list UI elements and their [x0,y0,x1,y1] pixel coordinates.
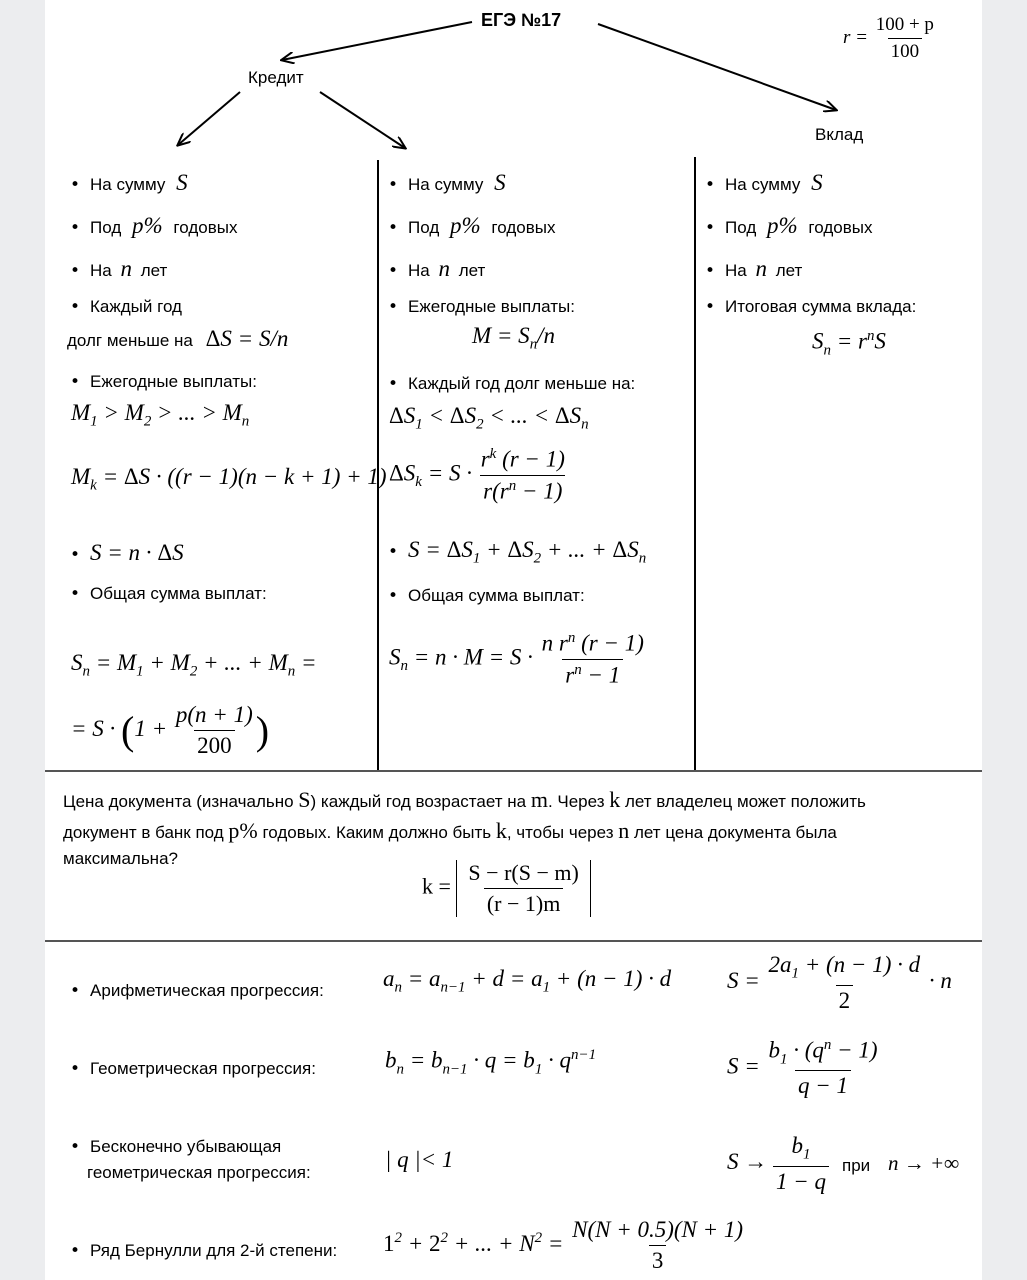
arith-sum-formula: S = $\frac{2a_1 + (n - 1) \cdot d}{2}$ · n [727,952,952,1013]
col2-payments: • Ежегодные выплаты: [388,297,575,317]
col2-debt: • Каждый год долг меньше на: [388,374,635,394]
arrow-to-col1 [178,92,240,145]
col1-total-formula-1: $S_n = M_1 + M_2$ + ... + $M_n$ = [71,650,317,680]
col1-payment-formula: $M_k = \Delta S \cdot ((r - 1)(n - k + 1) + 1)$ [71,464,387,494]
r-formula-numerator: 100 + p [875,14,934,35]
r-formula-left: r = [843,26,868,48]
bernoulli-label: • Ряд Бернулли для 2-й степени: [70,1241,337,1261]
section-divider-2 [45,940,982,942]
r-formula [843,14,937,63]
col1-years: • На n лет [70,256,167,282]
infinite-label-2: геометрическая прогрессия: [87,1163,311,1182]
infinite-label-1: • Бесконечно убывающая [70,1137,281,1157]
col3-sum: • На сумму S [705,170,823,196]
problem-answer-formula: k = $\frac{S - r(S - m)}{(r - 1)m}$ [422,860,591,917]
col3-final: • Итоговая сумма вклада: [705,297,916,317]
infinite-when-label: при [842,1156,871,1175]
col1-debt-line1: • Каждый год [70,297,182,317]
col2-total: • Общая сумма выплат: [388,586,585,606]
infinite-condition: | q |< 1 [385,1147,454,1172]
arith-formula: $a_n = a_{n-1} + d = a_1 + (n - 1) \cdot d$ [383,966,672,996]
infinite-sum-formula: S → $\frac{b_1}{1 - q}$ [727,1133,829,1195]
col2-sum: • На сумму S [388,170,506,196]
col2-years: • На n лет [388,256,485,282]
col3-final-formula: $S_n = r^nS$ [812,328,886,359]
page-title: ЕГЭ №17 [481,10,562,30]
problem-line-2: документ в банк под p% годовых. Каким должно быть k, чтобы через n лет цена документа была [63,818,837,843]
arrow-to-credit [282,22,472,60]
col3-rate: • Под p% годовых [705,213,872,239]
col1-sum-formula: • S = n · ΔS [70,540,184,566]
bernoulli-formula: $1^2 + 2^2$ + ... + $N^2$ = $\frac{N(N + 0.5)(N + 1)}{3}$ [383,1217,744,1273]
arith-label: • Арифметическая прогрессия: [70,981,324,1001]
section-divider-1 [45,770,982,772]
col1-rate: • Под p% годовых [70,213,237,239]
problem-line-3: максимальна? [63,849,178,868]
col2-payment-formula: $M = S_n/n$ [472,323,556,353]
geom-label: • Геометрическая прогрессия: [70,1059,316,1079]
column-divider-2 [694,157,696,772]
r-formula-denominator: 100 [888,38,923,63]
col1-debt-line2: долг меньше на ΔS = S/n [67,326,289,351]
arrow-to-col2 [320,92,405,148]
col2-rate: • Под p% годовых [388,213,555,239]
deposit-label: Вклад [815,125,864,144]
col2-sum-formula: • $S = \Delta S_1 + \Delta S_2$ + ... + $\Delta S_n$ [388,537,646,568]
credit-label: Кредит [248,68,304,87]
col1-total: • Общая сумма выплат: [70,584,267,604]
col3-years: • На n лет [705,256,802,282]
problem-line-1: Цена документа (изначально S) каждый год возрастает на m. Через k лет владелец может положить [63,787,866,812]
col2-total-formula: $S_n = n \cdot M = S$ · $\frac{n r^n (r - 1)}{r^n - 1}$ [389,630,644,688]
col1-total-formula-2: = S · (1 + $\frac{p(n + 1)}{200}$ ) [71,702,270,758]
col2-debt-formula: $\Delta S_k = S$ · $\frac{r^k (r - 1)}{r(r^n - 1)}$ [389,446,565,504]
col1-payments-order: $M_1 > M_2$ > ... > $M_n$ [71,400,250,430]
col1-payments: • Ежегодные выплаты: [70,372,257,392]
geom-sum-formula: S = $\frac{b_1 \cdot (q^n - 1)}{q - 1}$ [727,1037,878,1099]
col2-debt-order: $\Delta S_1 < \Delta S_2$ < ... < $\Delta S_n$ [389,403,589,433]
col1-sum: • На сумму S [70,170,188,196]
geom-formula: $b_n = b_{n-1} \cdot q = b_1 \cdot q^{n-1}$ [385,1047,597,1078]
infinite-limit: n → +∞ [888,1151,960,1175]
arrow-to-deposit [598,24,836,110]
